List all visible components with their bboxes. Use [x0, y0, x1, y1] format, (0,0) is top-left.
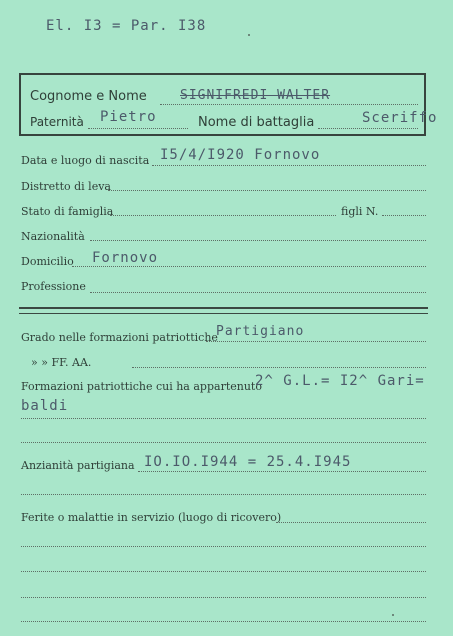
formations-label: Formazioni patriottiche cui ha appartenuto — [21, 380, 262, 393]
birth-value: I5/4/I920 Fornovo — [160, 147, 321, 163]
ffaa-label: » » FF. AA. — [31, 356, 92, 369]
domicile-line — [72, 266, 426, 267]
domicile-value: Fornovo — [92, 250, 159, 266]
ink-spot — [248, 34, 250, 36]
wounds-line-3 — [21, 571, 426, 572]
ink-spot-bottom — [392, 614, 394, 616]
paternity-line — [88, 128, 188, 129]
seniority-label: Anzianità partigiana — [21, 459, 135, 472]
formations-line-3 — [21, 442, 426, 443]
section-divider-top — [19, 307, 428, 309]
rank-label: Grado nelle formazioni patriottiche — [21, 331, 218, 344]
battle-name-label: Nome di battaglia — [198, 115, 315, 130]
family-label: Stato di famiglia — [21, 205, 114, 218]
battle-name-value: Sceriffo — [362, 110, 438, 126]
seniority-line — [138, 471, 426, 472]
ffaa-line — [132, 367, 426, 368]
birth-line — [152, 165, 426, 166]
section-divider-bottom — [19, 313, 428, 314]
nationality-label: Nazionalità — [21, 230, 85, 243]
family-line — [110, 215, 336, 216]
seniority-value: IO.IO.I944 = 25.4.I945 — [144, 454, 352, 470]
battle-name-line — [318, 128, 418, 129]
district-label: Distretto di leva — [21, 180, 111, 193]
wounds-line-5 — [21, 621, 426, 622]
paternity-value: Pietro — [100, 109, 157, 125]
rank-value: Partigiano — [216, 324, 305, 339]
wounds-line-1 — [276, 522, 426, 523]
children-label: figli N. — [341, 205, 379, 218]
surname-label: Cognome e Nome — [30, 89, 147, 104]
surname-value: SIGNIFREDI WALTER — [180, 88, 331, 103]
birth-label: Data e luogo di nascita — [21, 154, 150, 167]
formations-value-line1: 2^ G.L.= I2^ Gari= — [255, 373, 425, 389]
wounds-label: Ferite o malattie in servizio (luogo di ricovero) — [21, 511, 282, 524]
surname-line — [160, 104, 418, 105]
seniority-line-2 — [21, 494, 426, 495]
wounds-line-4 — [21, 597, 426, 598]
profession-line — [90, 292, 426, 293]
profession-label: Professione — [21, 280, 86, 293]
paternity-label: Paternità — [30, 115, 84, 129]
district-line — [108, 190, 426, 191]
formations-value-line2: baldi — [21, 398, 69, 414]
nationality-line — [90, 240, 426, 241]
children-line — [382, 215, 426, 216]
wounds-line-2 — [21, 546, 426, 547]
formations-line-2 — [21, 418, 426, 419]
record-reference: El. I3 = Par. I38 — [46, 18, 207, 34]
rank-line — [206, 341, 426, 342]
domicile-label: Domicilio — [21, 255, 74, 268]
